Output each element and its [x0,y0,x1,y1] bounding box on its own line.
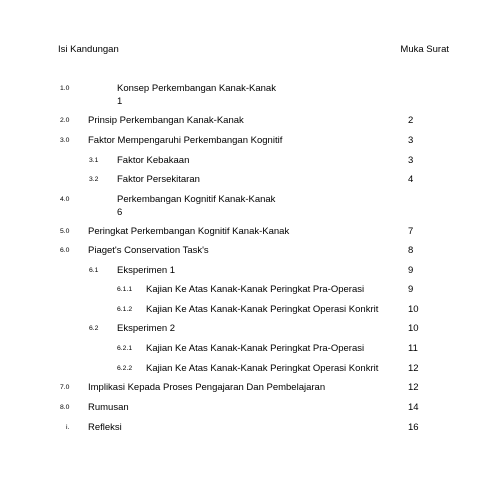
entry-page: 12 [408,363,419,374]
toc-entry [0,226,495,242]
entry-page: 10 [408,304,419,315]
entry-title: Perkembangan Kognitif Kanak-Kanak [117,194,276,205]
entry-title: Kajian Ke Atas Kanak-Kanak Peringkat Operasi Konkrit [146,304,379,315]
entry-title: Rumusan [88,402,129,413]
entry-number: 2.0 [60,117,70,124]
entry-title: Implikasi Kepada Proses Pengajaran Dan Pembelajaran [88,382,326,393]
entry-number: 8.0 [60,404,70,411]
entry-page: 14 [408,402,419,413]
entry-title: Kajian Ke Atas Kanak-Kanak Peringkat Pra-Operasi [146,284,365,295]
toc-heading: Isi Kandungan [58,44,119,55]
entry-page: 2 [408,115,414,126]
entry-number: 6.2.1 [117,345,133,352]
entry-number: 6.2 [89,325,99,332]
entry-title: Faktor Persekitaran [117,174,200,185]
entry-number: 3.0 [60,137,70,144]
toc-entry [0,402,495,418]
entry-title: Kajian Ke Atas Kanak-Kanak Peringkat Operasi Konkrit [146,363,379,374]
entry-page: 6 [117,207,123,218]
toc-entry [0,422,495,438]
toc-entry [0,304,495,320]
toc-entry [0,245,495,261]
toc-entry [0,323,495,339]
entry-page: 16 [408,422,419,433]
toc-entry [0,284,495,300]
entry-number: 1.0 [60,85,70,92]
entry-page: 1 [117,96,123,107]
toc-entry [0,83,495,107]
entry-page: 4 [408,174,414,185]
toc-entry [0,382,495,398]
entry-number: 6.0 [60,247,70,254]
entry-page: 3 [408,155,414,166]
toc-entry [0,135,495,151]
entry-page: 9 [408,284,414,295]
entry-page: 8 [408,245,414,256]
entry-number: 5.0 [60,228,70,235]
entry-number: 3.2 [89,176,99,183]
entry-number: 6.1.2 [117,306,133,313]
entry-page: 10 [408,323,419,334]
entry-number: 3.1 [89,157,99,164]
entry-page: 9 [408,265,414,276]
toc-entry [0,194,495,218]
entry-number: 6.1 [89,267,99,274]
entry-title: Faktor Kebakaan [117,155,190,166]
entry-title: Eksperimen 2 [117,323,176,334]
entry-number: 6.1.1 [117,286,133,293]
entry-number: 6.2.2 [117,365,133,372]
toc-entry [0,265,495,281]
entry-title: Peringkat Perkembangan Kognitif Kanak-Kanak [88,226,290,237]
entry-number: i. [66,424,70,431]
toc-entry [0,174,495,190]
entry-title: Refleksi [88,422,122,433]
entry-title: Kajian Ke Atas Kanak-Kanak Peringkat Pra-Operasi [146,343,365,354]
entry-title: Konsep Perkembangan Kanak-Kanak [117,83,276,94]
entry-title: Prinsip Perkembangan Kanak-Kanak [88,115,244,126]
entry-number: 7.0 [60,384,70,391]
entry-number: 4.0 [60,196,70,203]
entry-title: Piaget's Conservation Task's [88,245,209,256]
entry-page: 11 [408,343,418,354]
entry-title: Faktor Mempengaruhi Perkembangan Kognitif [88,135,283,146]
toc-entry [0,155,495,171]
entry-title: Eksperimen 1 [117,265,176,276]
entry-page: 7 [408,226,414,237]
toc-entry [0,115,495,131]
toc-entry [0,363,495,379]
entry-page: 3 [408,135,414,146]
entry-page: 12 [408,382,419,393]
page-column-heading: Muka Surat [400,44,449,55]
toc-entry [0,343,495,359]
